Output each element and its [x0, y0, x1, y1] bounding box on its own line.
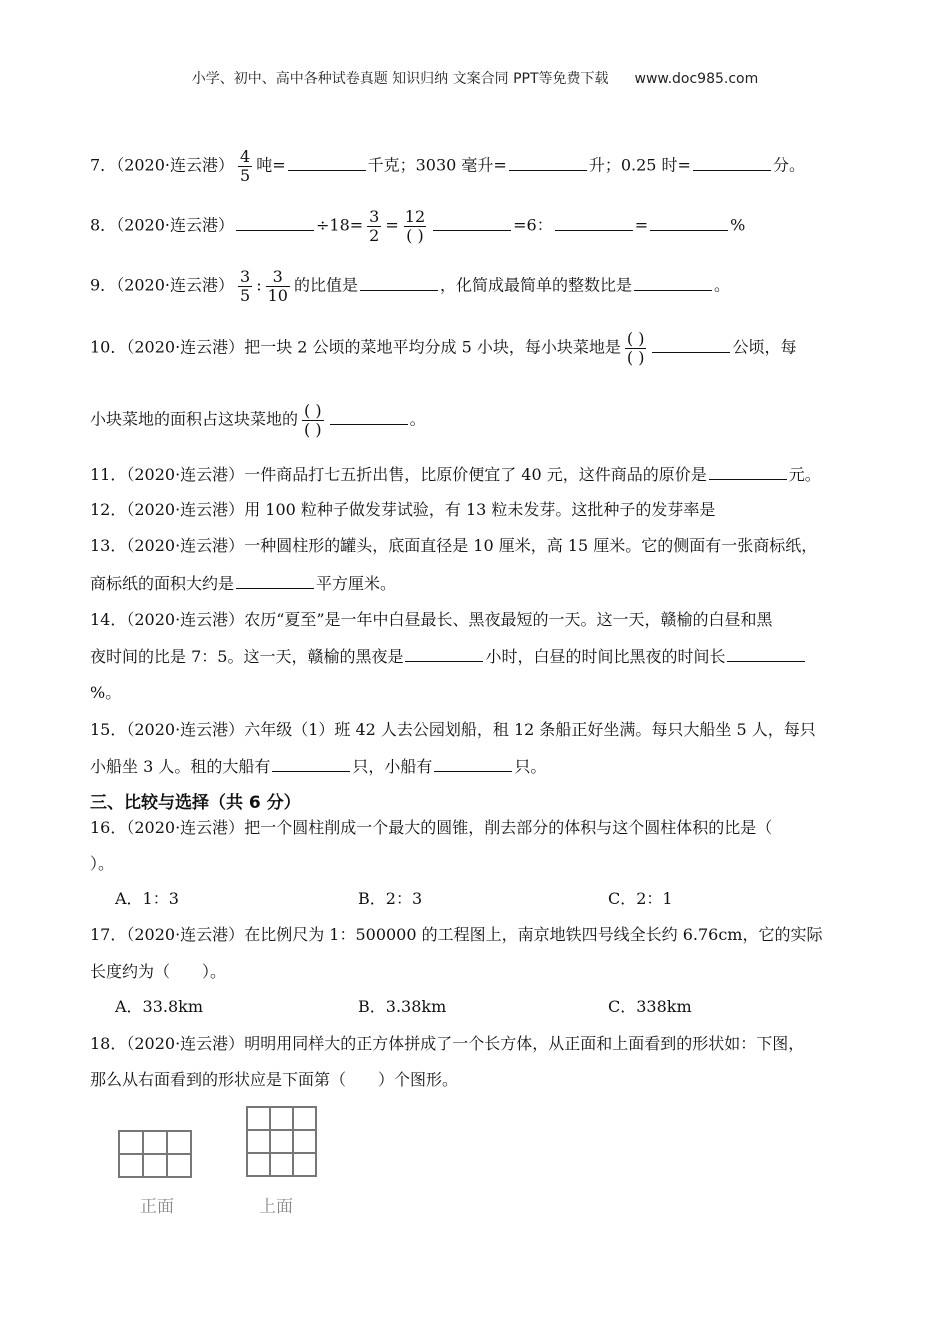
- question-9: 9．（2020·连云港） $\frac{3}{5}$ : $\frac{3}{10}$ 的比值是 ，化简成最简单的整数比是 。: [90, 267, 730, 305]
- answer-blank[interactable]: [330, 423, 408, 425]
- answer-blank[interactable]: [650, 229, 728, 231]
- answer-blank[interactable]: [634, 289, 712, 291]
- answer-blank[interactable]: [236, 229, 314, 231]
- answer-blank[interactable]: [433, 229, 511, 231]
- fraction: $\frac{( )}{( )}$: [626, 329, 645, 367]
- header-text: 小学、初中、高中各种试卷真题 知识归纳 文案合同 PPT等免费下载: [191, 71, 609, 87]
- question-18-cont: 那么从右面看到的形状应是下面第（ ）个图形。: [90, 1070, 459, 1089]
- answer-blank[interactable]: [709, 478, 787, 480]
- answer-blank[interactable]: [693, 169, 771, 171]
- option-b[interactable]: B．2：3: [358, 889, 423, 908]
- front-view-figure: [118, 1130, 192, 1178]
- fraction: $\frac{12}{( )}$: [404, 207, 426, 245]
- question-13-cont: 商标纸的面积大约是 平方厘米。: [90, 574, 397, 593]
- fraction: $\frac{3}{10}$: [267, 267, 288, 305]
- question-12: 12．（2020·连云港）用 100 粒种子做发芽试验，有 13 粒未发芽。这批种子的发芽率是: [90, 500, 716, 519]
- header-url: www.doc985.com: [634, 71, 759, 87]
- top-view-caption: 上面: [259, 1197, 293, 1217]
- question-14-cont2: %。: [90, 683, 122, 702]
- question-14-cont: 夜时间的比是 7：5。这一天，赣榆的黑夜是 小时，白昼的时间比黑夜的时间长: [90, 644, 807, 667]
- option-b[interactable]: B．3.38km: [358, 997, 447, 1016]
- question-18: 18．（2020·连云港）明明用同样大的正方体拼成了一个长方体，从正面和上面看到的形状如：下图，: [90, 1034, 805, 1053]
- question-15: 15．（2020·连云港）六年级（1）班 42 人去公园划船，租 12 条船正好坐满。每只大船坐 5 人，每只: [90, 720, 816, 739]
- answer-blank[interactable]: [509, 169, 587, 171]
- front-view-caption: 正面: [140, 1197, 174, 1217]
- answer-blank[interactable]: [272, 770, 350, 772]
- answer-blank[interactable]: [236, 587, 314, 589]
- question-10: 10．（2020·连云港）把一块 2 公顷的菜地平均分成 5 小块，每小块菜地是 $\frac{( )}{( )}$ 公顷，每: [90, 329, 797, 367]
- question-17-cont: 长度约为（ ）。: [90, 962, 227, 981]
- question-8: 8．（2020·连云港） ÷18= $\frac{3}{2}$ = $\frac{12}{( )}$ =6： = %: [90, 207, 746, 245]
- fraction: $\frac{3}{5}$: [240, 267, 251, 305]
- option-a[interactable]: A．33.8km: [115, 997, 204, 1016]
- question-11: 11．（2020·连云港）一件商品打七五折出售，比原价便宜了 40 元，这件商品的原价是 元。: [90, 465, 821, 484]
- question-14: 14．（2020·连云港）农历“夏至”是一年中白昼最长、黑夜最短的一天。这一天，赣榆的白昼和黑: [90, 610, 773, 629]
- option-c[interactable]: C．2：1: [608, 889, 673, 908]
- answer-blank[interactable]: [727, 660, 805, 662]
- answer-blank[interactable]: [288, 169, 366, 171]
- fraction: $\frac{3}{2}$: [369, 207, 380, 245]
- option-a[interactable]: A．1：3: [115, 889, 179, 908]
- question-17: 17．（2020·连云港）在比例尺为 1：500000 的工程图上，南京地铁四号线全长约 6.76cm，它的实际: [90, 925, 823, 944]
- top-view-figure: [246, 1106, 317, 1177]
- answer-blank[interactable]: [405, 660, 483, 662]
- option-c[interactable]: C．338km: [608, 997, 692, 1016]
- fraction: $\frac{( )}{( )}$: [304, 401, 322, 439]
- page-header: [0, 68, 950, 88]
- answer-blank[interactable]: [434, 770, 512, 772]
- question-13: 13．（2020·连云港）一种圆柱形的罐头，底面直径是 10 厘米，高 15 厘米。它的侧面有一张商标纸，: [90, 536, 818, 555]
- fraction: $\frac{4}{5}$: [240, 147, 251, 185]
- answer-blank[interactable]: [555, 229, 633, 231]
- question-16: 16．（2020·连云港）把一个圆柱削成一个最大的圆锥，削去部分的体积与这个圆柱体积的比是（: [90, 818, 773, 837]
- question-16-cont: ）。: [90, 854, 115, 873]
- question-15-cont: 小船坐 3 人。租的大船有 只，小船有 只。: [90, 757, 547, 776]
- question-7: 7．（2020·连云港） $\frac{4}{5}$ 吨= 千克；3030 毫升= 升；0.25 时= 分。: [90, 147, 805, 185]
- section-title: 三、比较与选择（共 6 分）: [90, 793, 301, 813]
- answer-blank[interactable]: [652, 351, 730, 353]
- question-10-cont: 小块菜地的面积占这块菜地的 $\frac{( )}{( )}$ 。: [90, 401, 426, 439]
- answer-blank[interactable]: [360, 289, 438, 291]
